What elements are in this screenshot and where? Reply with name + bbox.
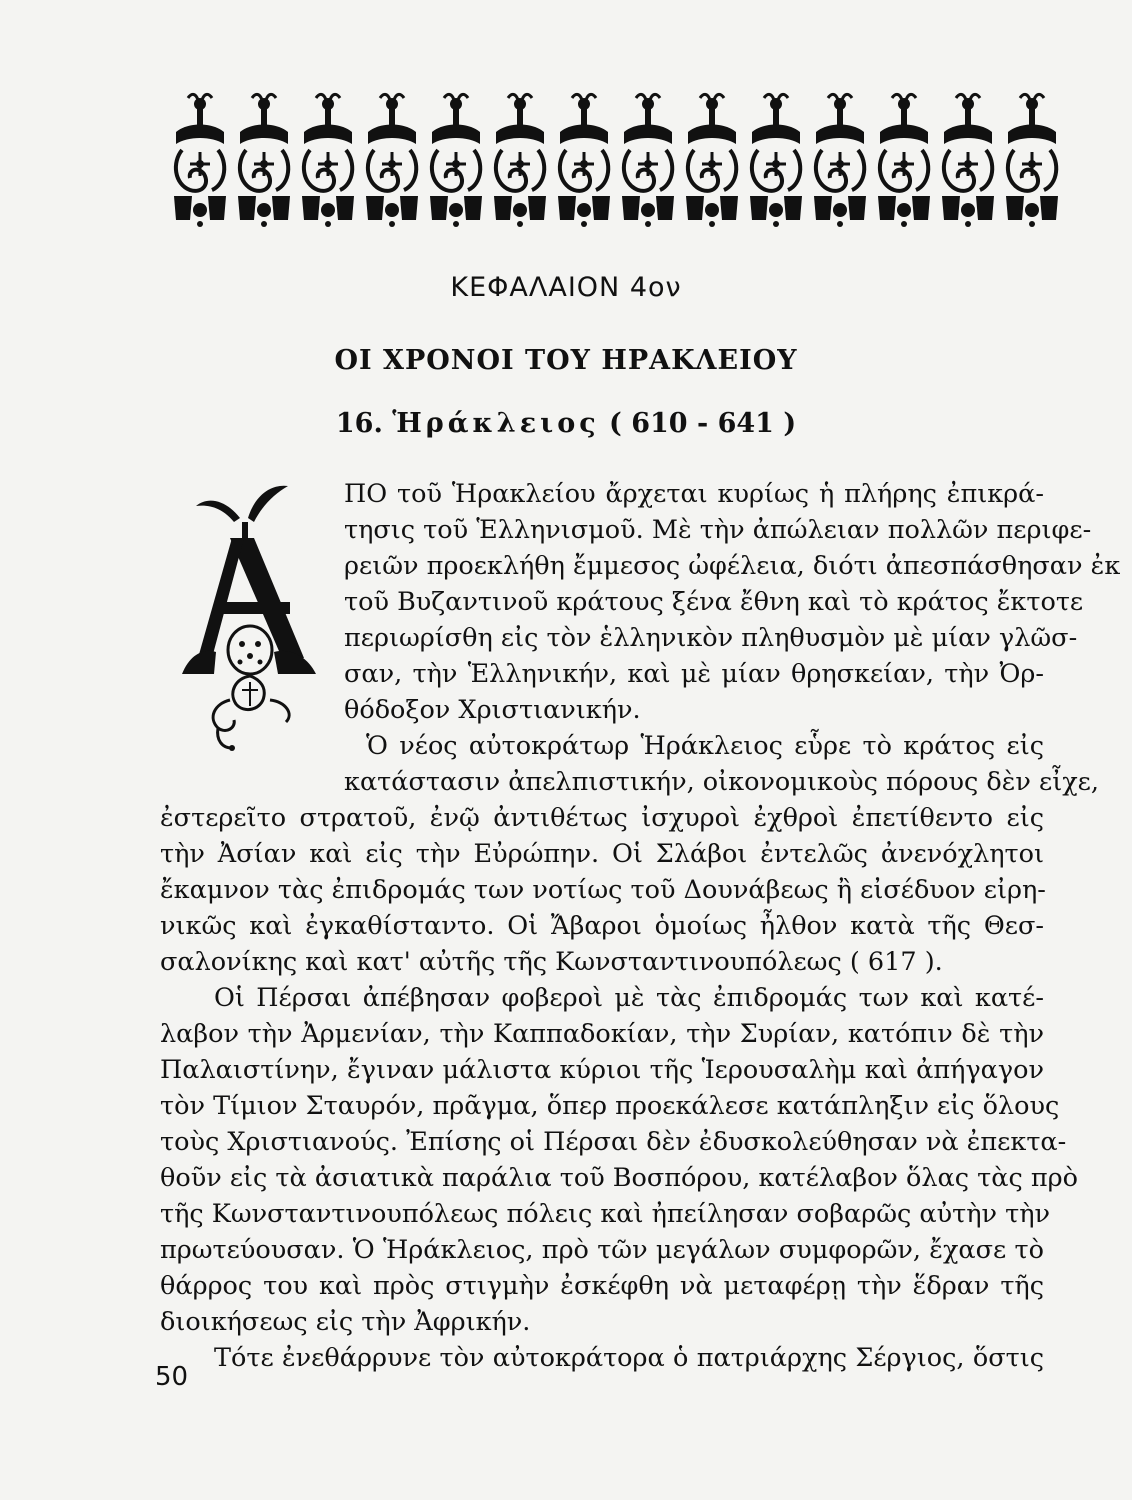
text-line: Παλαιστίνην, ἔγιναν μάλιστα κύριοι τῆς Ἱερουσαλὴμ καὶ ἀπήγαγον: [160, 1055, 1044, 1085]
text-line: πρωτεύουσαν. Ὁ Ἡράκλειος, πρὸ τῶν μεγάλων συμφορῶν, ἔχασε τὸ: [160, 1235, 1044, 1265]
text-line: διοικήσεως εἰς τὴν Ἀφρικήν.: [160, 1307, 531, 1337]
text-line: ρειῶν προεκλήθη ἔμμεσος ὠφέλεια, διότι ἀπεσπάσθησαν ἐκ: [344, 551, 1121, 581]
ornament-tile: [238, 94, 290, 227]
text-line: θάρρος του καὶ πρὸς στιγμὴν ἐσκέφθη νὰ μεταφέρῃ τὴν ἕδραν τῆς: [160, 1271, 1044, 1301]
text-line: περιωρίσθη εἰς τὸν ἑλληνικὸν πληθυσμὸν μὲ μίαν γλῶσ-: [344, 623, 1078, 653]
ornament-tile: [174, 94, 226, 227]
section-years: ( 610 - 641 ): [609, 408, 797, 439]
text-line: ἐστερεῖτο στρατοῦ, ἐνῷ ἀντιθέτως ἰσχυροὶ ἐχθροὶ ἐπετίθεντο εἰς: [160, 803, 1044, 833]
text-line: τῆς Κωνσταντινουπόλεως πόλεις καὶ ἠπείλησαν σοβαρῶς αὐτὴν τὴν: [160, 1199, 1051, 1229]
text-line: τοῦ Βυζαντινοῦ κράτους ξένα ἔθνη καὶ τὸ κράτος ἔκτοτε: [344, 587, 1084, 617]
text-line: τὴν Ἀσίαν καὶ εἰς τὴν Εὐρώπην. Οἱ Σλάβοι ἐντελῶς ἀνενόχλητοι: [160, 839, 1044, 869]
drop-cap-illustration: [178, 478, 324, 756]
text-line: Ὁ νέος αὐτοκράτωρ Ἡράκλειος εὗρε τὸ κράτος εἰς: [366, 731, 1044, 761]
text-line: λαβον τὴν Ἀρμενίαν, τὴν Καππαδοκίαν, τὴν Συρίαν, κατόπιν δὲ τὴν: [160, 1019, 1044, 1049]
text-line: ἔκαμνον τὰς ἐπιδρομάς των νοτίως τοῦ Δουνάβεως ἢ εἰσέδυον εἰρη-: [160, 875, 1046, 905]
ornament-tile: [1006, 94, 1058, 227]
ornament-tile: [302, 94, 354, 227]
ornament-tile: [942, 94, 994, 227]
text-line: νικῶς καὶ ἐγκαθίσταντο. Οἱ Ἄβαροι ὁμοίως ἦλθον κατὰ τῆς Θεσ-: [160, 911, 1044, 941]
text-line: ΠΟ τοῦ Ἡρακλείου ἄρχεται κυρίως ἡ πλήρης ἐπικρά-: [344, 479, 1044, 509]
text-line: θόδοξον Χριστιανικήν.: [344, 695, 641, 725]
text-line: σαλονίκης καὶ κατ' αὐτῆς τῆς Κωνσταντινουπόλεως ( 617 ).: [160, 947, 943, 977]
ornament-tile: [686, 94, 738, 227]
text-line: Τότε ἐνεθάρρυνε τὸν αὐτοκράτορα ὁ πατριάρχης Σέργιος, ὅστις: [214, 1343, 1044, 1373]
decorative-header-ornament: [168, 92, 1064, 228]
text-line: τὸν Τίμιον Σταυρόν, πρᾶγμα, ὅπερ προεκάλεσε κατάπληξιν εἰς ὅλους: [160, 1091, 1060, 1121]
ornament-tile: [814, 94, 866, 227]
chapter-label: ΚΕΦΑΛΑΙΟΝ 4ον: [450, 272, 682, 303]
ornament-tile: [494, 94, 546, 227]
ornament-tile: [430, 94, 482, 227]
text-line: θοῦν εἰς τὰ ἀσιατικὰ παράλια τοῦ Βοσπόρου, κατέλαβον ὅλας τὰς πρὸ: [160, 1163, 1078, 1193]
section-number: 16.: [335, 408, 383, 439]
text-line: Οἱ Πέρσαι ἀπέβησαν φοβεροὶ μὲ τὰς ἐπιδρομάς των καὶ κατέ-: [214, 983, 1044, 1013]
text-line: σαν, τὴν Ἑλληνικήν, καὶ μὲ μίαν θρησκείαν, τὴν Ὀρ-: [344, 659, 1044, 689]
ornament-tile: [366, 94, 418, 227]
ornament-tile: [558, 94, 610, 227]
text-line: τησις τοῦ Ἑλληνισμοῦ. Μὲ τὴν ἀπώλειαν πολλῶν περιφε-: [344, 515, 1092, 545]
section-heading: [0, 408, 1132, 439]
chapter-title: ΟΙ ΧΡΟΝΟΙ ΤΟΥ ΗΡΑΚΛΕΙΟΥ: [334, 345, 798, 376]
text-line: τοὺς Χριστιανούς. Ἐπίσης οἱ Πέρσαι δὲν ἐδυσκολεύθησαν νὰ ἐπεκτα-: [160, 1127, 1067, 1157]
ornament-tile: [622, 94, 674, 227]
page-number: 50: [155, 1362, 189, 1392]
ornament-tile: [878, 94, 930, 227]
text-line: κατάστασιν ἀπελπιστικήν, οἰκονομικοὺς πόρους δὲν εἶχε,: [344, 767, 1099, 797]
section-name: Ἡράκλειος: [392, 408, 600, 439]
ornament-tile: [750, 94, 802, 227]
